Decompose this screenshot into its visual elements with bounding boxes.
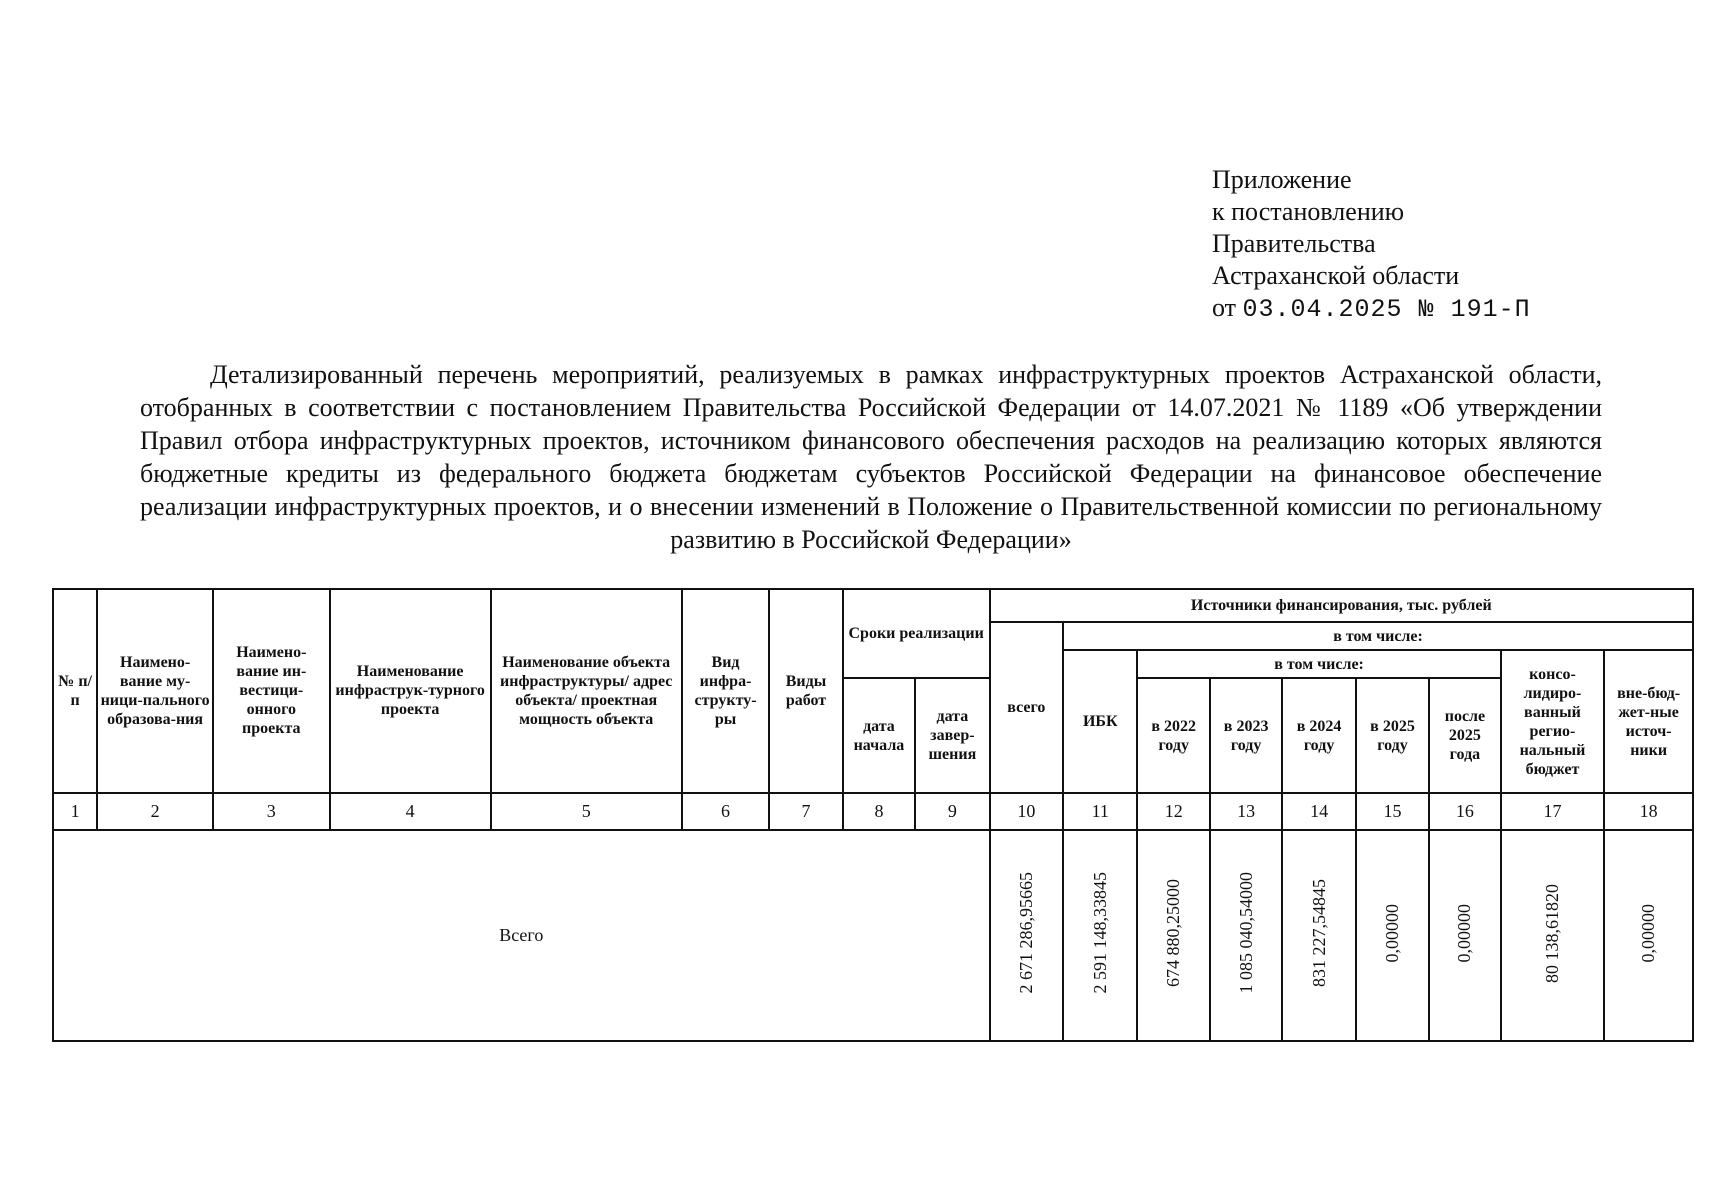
- column-number: 6: [682, 793, 770, 830]
- column-number: 14: [1282, 793, 1355, 830]
- header-after-2025: после 2025 года: [1429, 678, 1500, 793]
- total-value-after-2025: [1429, 830, 1500, 1041]
- column-number: 18: [1604, 793, 1693, 830]
- header-num: № п/п: [53, 589, 97, 793]
- header-municipality: Наимено-вание му-ници-пального образова-ния: [97, 589, 213, 793]
- value-text: 831 227,54845: [1308, 879, 1329, 987]
- header-infrastructure-project: Наименование инфраструк-турного проекта: [330, 589, 491, 793]
- value-text: 674 880,25000: [1163, 879, 1184, 987]
- appendix-line: Астраханской области: [1212, 261, 1460, 290]
- header-work-types: Виды работ: [769, 589, 842, 793]
- column-number: 15: [1356, 793, 1429, 830]
- header-object: Наименование объекта инфраструктуры/ адрес объекта/ проектная мощность объекта: [491, 589, 682, 793]
- appendix-date-line: [1212, 292, 1531, 326]
- header-funding: Источники финансирования, тыс. рублей: [990, 589, 1693, 622]
- value-text: 2 671 286,95665: [1015, 872, 1036, 994]
- column-number: 3: [213, 793, 330, 830]
- value-text: 1 085 040,54000: [1235, 872, 1256, 994]
- header-2022: в 2022 году: [1137, 678, 1209, 793]
- header-end-date: дата завер-шения: [915, 678, 989, 793]
- total-value-2025: [1356, 830, 1429, 1041]
- header-extrabudget: вне-бюд-жет-ные источ-ники: [1604, 650, 1693, 793]
- column-number: 5: [491, 793, 682, 830]
- column-number: 11: [1063, 793, 1137, 830]
- value-text: 0,00000: [1638, 903, 1659, 963]
- column-number: 2: [97, 793, 213, 830]
- value-text: 2 591 148,33845: [1089, 872, 1110, 994]
- header-ibk: ИБК: [1063, 650, 1137, 793]
- total-value-2024: [1282, 830, 1355, 1041]
- header-including-1: в том числе:: [1063, 622, 1693, 650]
- appendix-date-handwritten: 03.04.2025 № 191-П: [1242, 295, 1531, 324]
- appendix-block: [1212, 164, 1531, 326]
- appendix-line: к постановлению: [1212, 197, 1405, 226]
- header-terms: Сроки реализации: [843, 589, 990, 678]
- value-text: 80 138,61820: [1541, 883, 1562, 983]
- projects-table: [52, 588, 1694, 1042]
- column-number: 10: [990, 793, 1063, 830]
- total-value-regional: [1501, 830, 1605, 1041]
- header-2025: в 2025 году: [1356, 678, 1429, 793]
- total-value-extrabudget: [1604, 830, 1693, 1041]
- total-value-2022: [1137, 830, 1209, 1041]
- header-including-2: в том числе:: [1137, 650, 1500, 678]
- column-number: 17: [1501, 793, 1605, 830]
- column-number: 16: [1429, 793, 1500, 830]
- total-label: Всего: [53, 830, 990, 1041]
- header-infra-type: Вид инфра-структу-ры: [682, 589, 770, 793]
- header-regional-budget: консо-лидиро-ванный регио-нальный бюджет: [1501, 650, 1605, 793]
- header-total: всего: [990, 622, 1063, 793]
- column-number: 7: [769, 793, 842, 830]
- column-number: 12: [1137, 793, 1209, 830]
- column-number: 1: [53, 793, 97, 830]
- column-number: 4: [330, 793, 491, 830]
- value-text: 0,00000: [1454, 903, 1475, 963]
- header-2024: в 2024 году: [1282, 678, 1355, 793]
- column-number: 8: [843, 793, 915, 830]
- total-value-2023: [1210, 830, 1282, 1041]
- header-start-date: дата начала: [843, 678, 915, 793]
- document-title: Детализированный перечень мероприятий, реализуемых в рамках инфраструктурных проектов Астраханской области, отобранных в соответствии с постановлением Правительства Российской Федерации от 14.07.2021 № 1189 «Об утверждении Правил отбора инфраструктурных проектов, источником финансового обеспечения расходов на реализацию которых являются бюджетные кредиты из федерального бюджета бюджетам субъектов Российской Федерации на финансовое обеспечение реализации инфраструктурных проектов, и о внесении изменений в Положение о Правительственной комиссии по региональному развитию в Российской Федерации»: [140, 360, 1602, 554]
- appendix-line: Правительства: [1212, 229, 1376, 258]
- header-2023: в 2023 году: [1210, 678, 1282, 793]
- header-investment-project: Наимено-вание ин-вестици-онного проекта: [213, 589, 330, 793]
- total-value-all: [990, 830, 1063, 1041]
- appendix-line: Приложение: [1212, 165, 1352, 194]
- column-number: 13: [1210, 793, 1282, 830]
- column-number: 9: [915, 793, 989, 830]
- value-text: 0,00000: [1382, 903, 1402, 963]
- total-row: [53, 830, 1693, 1041]
- total-value-ibk: [1063, 830, 1137, 1041]
- appendix-date-prefix: от: [1212, 293, 1237, 322]
